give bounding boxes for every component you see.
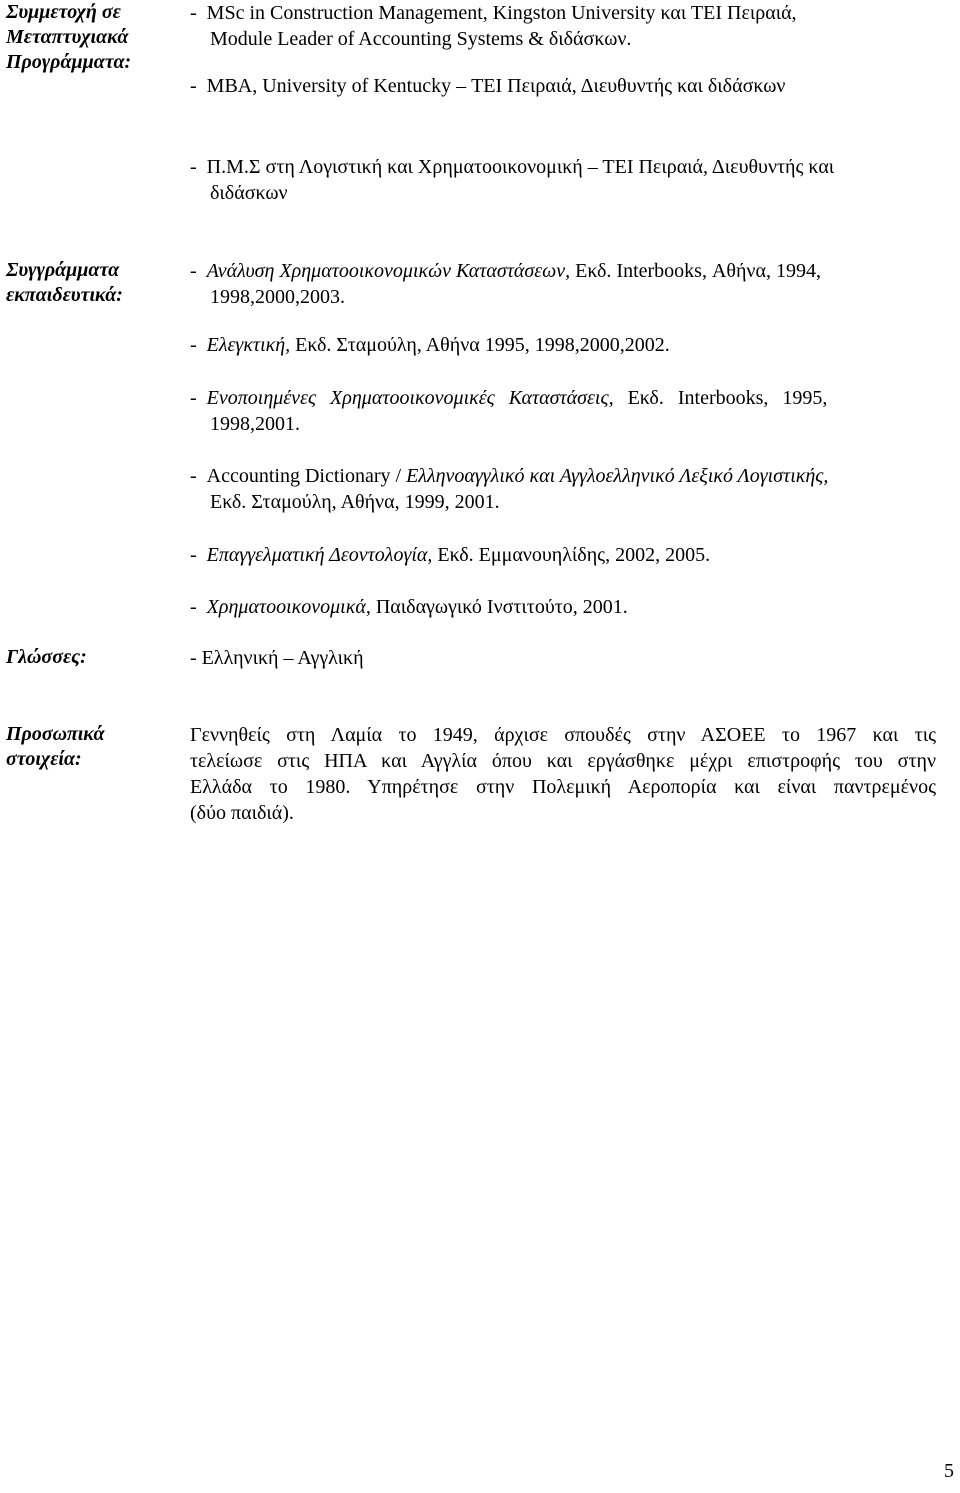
book-item: - Ελεγκτική, Εκδ. Σταμούλη, Αθήνα 1995, 1998,2000,2002. — [190, 334, 670, 356]
book-item: - Accounting Dictionary / Ελληνοαγγλικό και Αγγλοελληνικό Λεξικό Λογιστικής, Εκδ. Σταμούλη, Αθήνα, 1999, 2001. — [190, 465, 829, 513]
personal-label: Προσωπικά στοιχεία: — [6, 723, 105, 770]
postgrad-item: - Π.Μ.Σ στη Λογιστική και Χρηματοοικονομική – ΤΕΙ Πειραιά, Διευθυντής και διδάσκων — [190, 156, 835, 204]
book-item: - Χρηματοοικονομικά, Παιδαγωγικό Ινστιτούτο, 2001. — [190, 596, 628, 618]
book-item: - Ενοποιημένες Χρηματοοικονομικές Καταστάσεις, Εκδ. Interbooks, 1995, 1998,2001. — [190, 387, 828, 435]
personal-text: Γεννηθείς στη Λαμία το 1949, άρχισε σπουδές στην ΑΣΟΕΕ το 1967 και τις τελείωσε στις ΗΠΑ και Αγγλία όπου και εργάσθηκε μέχρι επιστροφής του στην Ελλάδα το 1980. Υπηρέτησε στην Πολεμική Αεροπορία και είναι παντρεμένος (δύο παιδιά). — [190, 724, 936, 824]
languages-label: Γλώσσες: — [6, 646, 87, 668]
page-number: 5 — [944, 1460, 954, 1482]
books-label: Συγγράμματα εκπαιδευτικά: — [6, 259, 123, 306]
postgrad-label: Συμμετοχή σε Μεταπτυχιακά Προγράμματα: — [6, 1, 132, 73]
postgrad-item: - MBA, University of Kentucky – ΤΕΙ Πειραιά, Διευθυντής και διδάσκων — [190, 75, 786, 97]
postgrad-item: - MSc in Construction Management, Kingston University και ΤΕΙ Πειραιά, Module Leader of Accounting Systems & διδάσκων. — [190, 2, 797, 50]
book-item: - Επαγγελματική Δεοντολογία, Εκδ. Εμμανουηλίδης, 2002, 2005. — [190, 544, 711, 566]
book-item: - Ανάλυση Χρηματοοικονομικών Καταστάσεων, Εκδ. Interbooks, Αθήνα, 1994, 1998,2000,2003. — [190, 260, 821, 308]
languages-value: - Ελληνική – Αγγλική — [190, 647, 364, 669]
